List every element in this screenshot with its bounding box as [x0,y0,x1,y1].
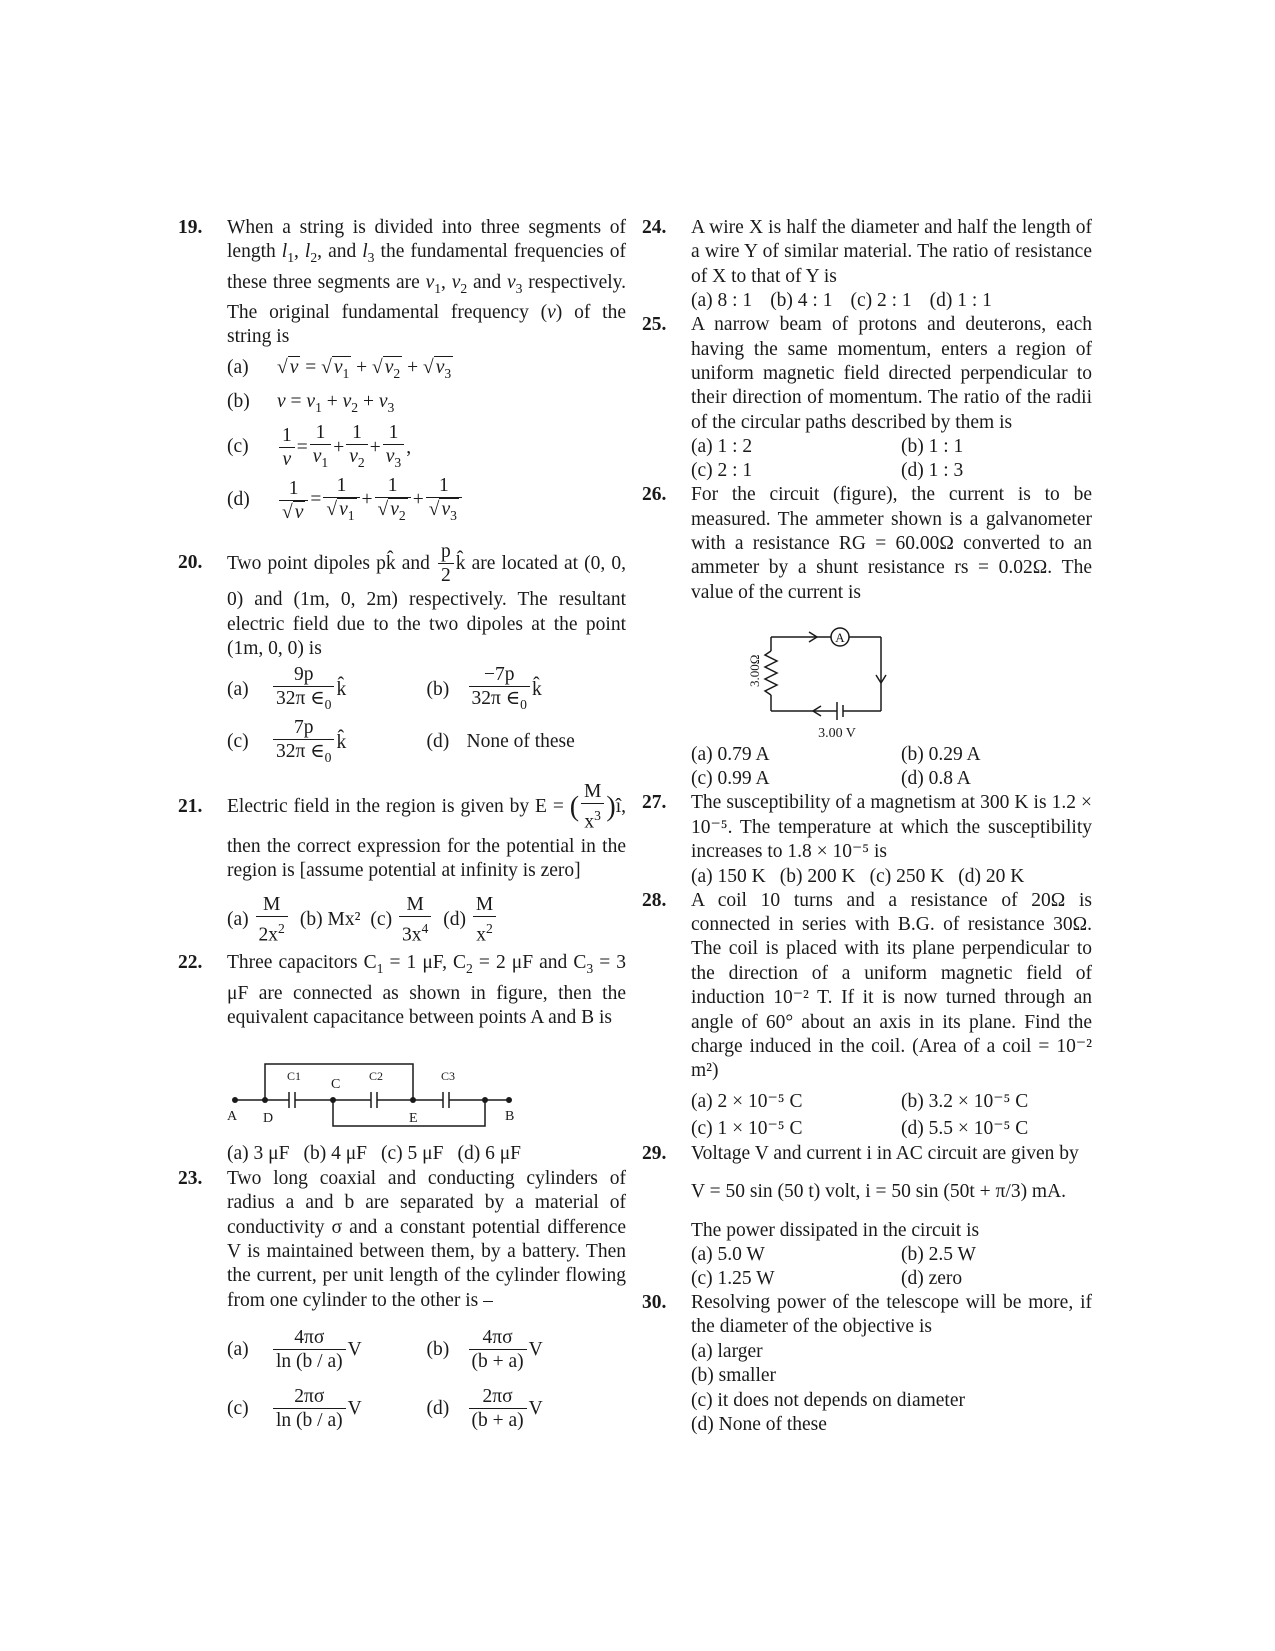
options-grid [691,743,1092,791]
options-grid [691,1088,1092,1142]
question-text: A coil 10 turns and a resistance of 20Ω is connected in series with B.G. of resistance 30Ω. The coil is placed with its plane perpendicular to the direction of a uniform magnetic field of induction 10⁻² T. If it is now turned through an angle of 60° about an axis in its plane. Find the charge induced in the coil. (Area of a coil = 10⁻² m²) [691,889,1092,1082]
options-row [178,894,626,948]
option-b[interactable]: (b) 4 μF [303,1143,367,1165]
options-grid [691,435,1092,483]
option-c[interactable]: (c) 1 × 10⁻⁵ C [691,1117,803,1139]
question-number: 29. [642,1142,667,1164]
question-number: 25. [642,314,667,336]
label-c2: C2 [369,1069,384,1084]
question-text: The susceptibility of a magnetism at 300 K is 1.2 × 10⁻⁵. The temperature at which the susceptibility increases to 1.8 × 10⁻⁵ is [691,792,1092,863]
question-number: 23. [178,1167,203,1189]
label-b: B [505,1109,515,1125]
options-row [227,1142,626,1166]
option-c[interactable]: (c) 5 μF [381,1143,444,1165]
option-c[interactable]: (c) $\frac{M}{3x^4}$ [370,894,433,948]
question-text: Resolving power of the telescope will be more, if the diameter of the objective is [691,1291,1092,1338]
label-e: E [409,1111,418,1127]
resistor-label: 3.00Ω [747,654,762,688]
option-a[interactable]: (a) $\frac{4\pi\sigma}{\ln (b / a)}$ V [227,1327,362,1373]
option-b[interactable]: (b) 3.2 × 10⁻⁵ C [901,1090,1029,1112]
label-a: A [227,1109,238,1125]
question-30 [642,1291,1092,1437]
question-text: Two long coaxial and conducting cylinders of radius a and b are separated by a material of conductivity σ and a constant potential difference V is maintained between them, by a battery. Then the current, per unit length of the cylinder flowing from one cylinder to the other is – [227,1167,626,1311]
option-a[interactable]: (a) $\frac{M}{2x^2}$ [227,894,290,948]
question-23 [178,1167,626,1433]
options-row [691,865,1092,889]
question-text: A narrow beam of protons and deuterons, each having the same momentum, enters a region of uniform magnetic field directed perpendicular to their direction of momentum. The ratio of the radii of the circular paths described by them is [691,314,1092,433]
option-a[interactable]: (a) larger [691,1340,763,1362]
question-21: 21. Electric field in the region is given by E = ( $\frac{M}{x^3}$ )î, then the correct expression for the potential in the region is [assume potential at infinity is zero] (a) $\frac{M}{2x^2}$ (b) Mx² (c) $\frac{M}{3x^4}$ (d) $\frac{M}{x^2}$ [178,781,626,946]
option-b[interactable]: (b) 200 K [779,865,856,887]
question-number: 30. [642,1291,667,1313]
question-number: 19. [178,217,203,238]
label-c3: C3 [441,1069,456,1084]
question-text: For the circuit (figure), the current is to be measured. The ammeter shown is a galvanometer with a resistance RG = 60.00Ω converted to an ammeter by a shunt resistance rs = 0.02Ω. The value of the current is [691,484,1092,603]
question-20: 20. Two point dipoles pk̂ and $\frac{p}{2}$ k̂ are located at (0, 0, 0) and (1m, 0, 2m) respectively. The resultant electric field due to the two dipoles at the point (1m, 0, 0) is (a) $\frac{9p}{32\pi \in_0}$ k̂ (b) $\frac{-7p}{32\pi \in_0}$ k̂ (c) $\frac{7p}{32\pi \in_0}$ k̂ (d) None of these [178,541,626,769]
option-c[interactable]: (c) $\frac{7p}{32\pi \in_0}$ k̂ [227,716,347,765]
option-c[interactable]: (c) $\frac{1}{v}$ = $\frac{1}{v_1}$ + $\frac{1}{v_2}$ + $\frac{1}{v_3}$ , [227,421,412,470]
option-d[interactable]: (d) 1 : 1 [929,290,992,312]
option-a[interactable]: (a) 2 × 10⁻⁵ C [691,1090,803,1112]
options-grid [691,1243,1092,1291]
option-b-formula: $v = v_1 + v_2 + v_3$ [277,390,395,415]
ammeter-circuit-figure [749,615,909,743]
option-c[interactable]: (c) 2 : 1 [850,290,912,312]
question-29 [642,1142,1092,1291]
question-number: 21. [178,796,203,818]
options-row [691,289,1092,313]
option-a[interactable]: (a) 8 : 1 [691,290,753,312]
label-c1: C1 [287,1069,302,1084]
question-22: 22. Three capacitors $C_1 = 1$ μF, $C_2 = 2$ μF and $C_3 = 3$ μF are connected as shown in figure, then the equivalent capacitance between points A and B is A D C E B C1 C2 C3 (a) 3 μF (b) 4 μF (c) 5 μF (d) 6 μF [178,951,626,1167]
option-a[interactable]: (a) √ v = √ $v_1$ + √ $v_2$ + √ $v_3$ [227,356,452,381]
option-c[interactable]: (c) 2 : 1 [691,460,753,482]
option-d[interactable]: (d) $\frac{M}{x^2}$ [443,894,498,948]
option-d[interactable]: (d) None of these [426,730,575,752]
option-a[interactable]: (a) $\frac{9p}{32\pi \in_0}$ k̂ [227,663,347,712]
question-25 [642,313,1092,483]
option-d[interactable]: (d) 5.5 × 10⁻⁵ C [901,1117,1029,1139]
option-a[interactable]: (a) 150 K [691,865,766,887]
option-a[interactable]: (a) 1 : 2 [691,436,753,458]
option-d[interactable]: (d) $\frac{2\pi\sigma}{(b + a)}$ V [426,1386,543,1432]
option-b[interactable]: (b) smaller [691,1365,777,1387]
option-c[interactable]: (c) it does not depends on diameter [691,1389,965,1411]
equation: V = 50 sin (50 t) volt, i = 50 sin (50t + π/3) mA. [691,1181,1067,1203]
question-number: 26. [642,484,667,506]
option-b[interactable]: (b) $v = v_1 + v_2 + v_3$ [227,390,395,415]
label-c: C [331,1077,341,1093]
option-d[interactable]: (d) 0.8 A [901,768,971,790]
option-d[interactable]: (d) 20 K [958,865,1025,887]
option-b[interactable]: (b) 1 : 1 [901,436,964,458]
question-text: A wire X is half the diameter and half the length of a wire Y of similar material. The ratio of resistance of X to that of Y is [691,217,1092,287]
option-d-formula: $\frac{1}{√ v}$ = $\frac{1}{√ v_1}$ + $\frac{1}{√ v_2}$ + $\frac{1}{√ v_3}$ [277,489,464,510]
option-b[interactable]: (b) $\frac{-7p}{32\pi \in_0}$ k̂ [426,663,542,712]
option-b[interactable]: (b) Mx² [299,909,361,931]
question-28 [642,889,1092,1142]
question-27 [642,791,1092,888]
question-number: 22. [178,952,203,974]
option-c[interactable]: (c) $\frac{2\pi\sigma}{\ln (b / a)}$ V [227,1386,362,1432]
option-c-formula: $\frac{1}{v}$ = $\frac{1}{v_1}$ + $\frac{1}{v_2}$ + $\frac{1}{v_3}$ , [277,437,411,458]
option-d[interactable]: (d) 1 : 3 [901,460,964,482]
option-b[interactable]: (b) 4 : 1 [770,290,833,312]
option-d[interactable]: (d) $\frac{1}{√ v}$ = $\frac{1}{√ v_1}$ + $\frac{1}{√ v_2}$ + $\frac{1}{√ v_3}$ [178,474,626,527]
left-column [178,216,626,1433]
option-c[interactable]: (c) 250 K [869,865,945,887]
capacitor-circuit-figure [223,1046,523,1128]
question-number: 27. [642,792,667,814]
question-text: Voltage V and current i in AC circuit are given by [691,1142,1079,1164]
question-number: 24. [642,217,667,238]
question-number: 28. [642,889,667,911]
battery-label: 3.00 V [818,726,856,742]
option-a[interactable]: (a) 0.79 A [691,744,770,766]
option-b[interactable]: (b) $\frac{4\pi\sigma}{(b + a)}$ V [426,1327,543,1373]
question-number: 20. [178,552,203,574]
option-a-formula: √ v = √ $v_1$ + √ $v_2$ + √ $v_3$ [277,356,452,381]
option-c[interactable]: (c) 0.99 A [691,768,770,790]
option-a[interactable]: (a) 5.0 W [691,1243,765,1265]
question-26 [642,483,1092,791]
option-c[interactable]: (c) 1.25 W [691,1267,775,1289]
ammeter-label: A [835,630,845,646]
option-b[interactable]: (b) 0.29 A [901,744,981,766]
label-d: D [263,1111,274,1127]
question-24 [642,216,1092,313]
question-text-2: The power dissipated in the circuit is [691,1219,980,1241]
option-d[interactable]: (d) 6 μF [457,1143,521,1165]
option-d[interactable]: (d) zero [901,1267,963,1289]
right-column [642,216,1092,1437]
option-b[interactable]: (b) 2.5 W [901,1243,976,1265]
option-d[interactable]: (d) None of these [691,1414,827,1435]
question-19: 19. When a string is divided into three segments of length $l_1$, $l_2$, and $l_3$ the fundamental frequencies of these three segments are $v_1$, $v_2$ and $v_3$ respectively. The original fundamental frequency (v) of the string is (a) √ v = √ $v_1$ + √ $v_2$ + √ $v_3$ (b) $v = v_1 + v_2 + v_3$ (c) $\frac{1}{v}$ = $\frac{1}{v_1}$ + $\frac{1}{v_2}$ + $\frac{1}{v_3}$ , (d) $\frac{1}{√ v}$ = $\frac{1}{√ v_1}$ + $\frac{1}{√ v_2}$ + $\frac{1}{√ v_3}$ [178,216,626,527]
option-a[interactable]: (a) 3 μF [227,1143,290,1165]
